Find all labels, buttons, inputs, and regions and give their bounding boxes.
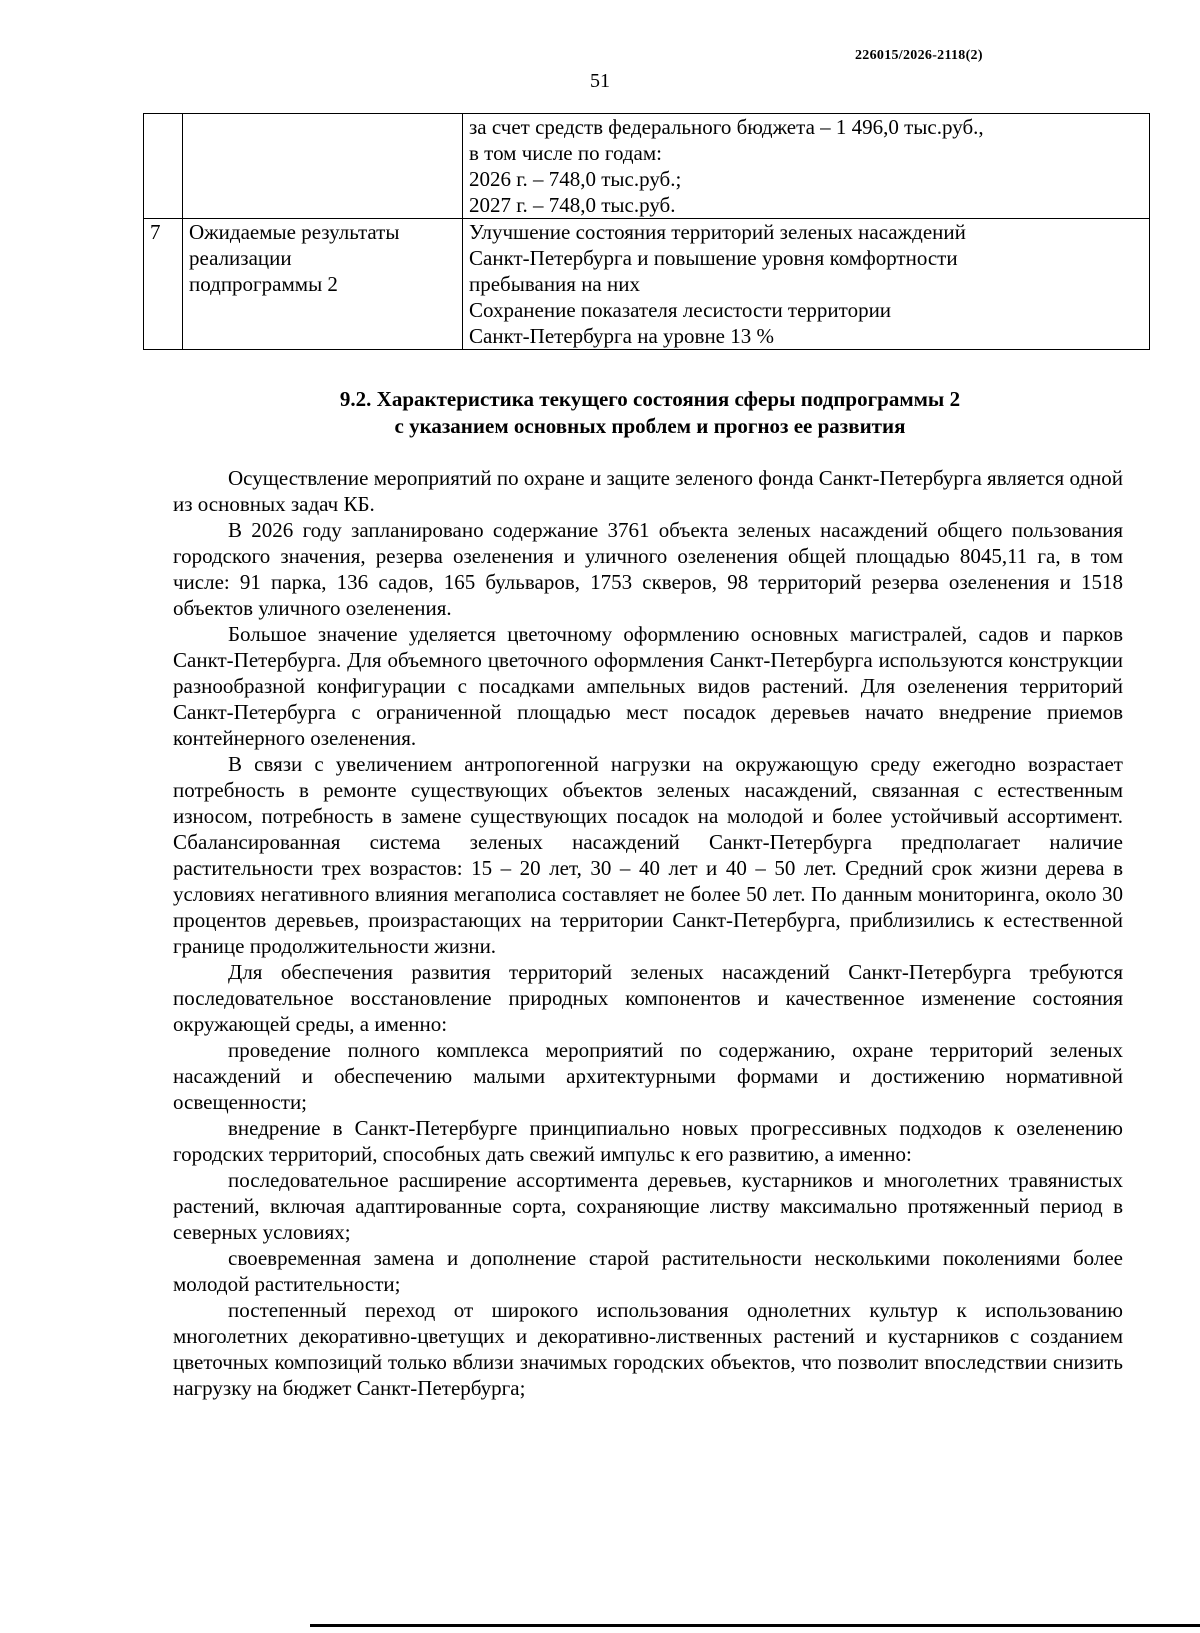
section-heading [150,386,1150,440]
value-line: 2026 г. – 748,0 тыс.руб.; [469,167,682,191]
paragraph: постепенный переход от широкого использования однолетних культур к использованию многолетних декоративно-цветущих и декоративно-лиственных растений и кустарников с созданием цветочных композиций только вблизи значимых городских объектов, что позволит впоследствии снизить нагрузку на бюджет Санкт-Петербурга; [173,1298,1123,1400]
value-line: Санкт-Петербурга и повышение уровня комфортности [469,246,958,270]
label-line: подпрограммы 2 [189,272,338,296]
paragraph: своевременная замена и дополнение старой растительности несколькими поколениями более молодой растительности; [173,1246,1123,1296]
footer-rule [310,1624,1200,1627]
section-title-line: 9.2. Характеристика текущего состояния сферы подпрограммы 2 [339,387,961,411]
paragraph: Осуществление мероприятий по охране и защите зеленого фонда Санкт-Петербурга является одной из основных задач КБ. [173,466,1124,516]
value-line: пребывания на них [469,272,640,296]
paragraph: внедрение в Санкт-Петербурге принципиально новых прогрессивных подходов к озеленению городских территорий, способных дать свежий импульс к его развитию, а именно: [173,1116,1123,1166]
section-title-line: с указанием основных проблем и прогноз ее развития [394,414,906,438]
label-line: Ожидаемые результаты [189,220,400,244]
document-number: 226015/2026-2118(2) [855,48,983,63]
value-line: Санкт-Петербурга на уровне 13 % [469,324,774,348]
value-line: в том числе по годам: [469,141,662,165]
row-number-cell [144,114,183,219]
value-line: за счет средств федерального бюджета – 1 496,0 тыс.руб., [469,115,984,139]
row-value-cell [463,219,1150,350]
row-label-cell [183,219,463,350]
label-line: реализации [189,246,292,270]
value-line: 2027 г. – 748,0 тыс.руб. [469,193,676,217]
program-passport-table [143,113,1150,350]
row-number-cell: 7 [144,219,183,350]
value-line: Улучшение состояния территорий зеленых насаждений [469,220,966,244]
table-row [144,114,1150,219]
value-line: Сохранение показателя лесистости территории [469,298,892,322]
paragraph: В 2026 году запланировано содержание 3761 объекта зеленых насаждений общего пользования городского значения, резерва озеленения и уличного озеленения общей площадью 8045,11 га, в том числе: 91 парка, 136 садов, 165 бульваров, 1753 скверов, 98 территорий резерва озеленения и 1518 объектов уличного озеленения. [173,518,1123,620]
row-value-cell [463,114,1150,219]
page-number: 51 [590,70,610,92]
paragraph: последовательное расширение ассортимента деревьев, кустарников и многолетних травянистых растений, включая адаптированные сорта, сохраняющие листву максимально протяженный период в северных условиях; [173,1168,1123,1244]
paragraph: проведение полного комплекса мероприятий по содержанию, охране территорий зеленых насаждений и обеспечению малыми архитектурными формами и достижению нормативной освещенности; [173,1038,1123,1114]
body-text [173,465,1123,1401]
table-row [144,219,1150,350]
paragraph: Большое значение уделяется цветочному оформлению основных магистралей, садов и парков Санкт-Петербурга. Для объемного цветочного оформления Санкт-Петербурга используются конструкции разнообразной конфигурации с посадками ампельных видов растений. Для озеленения территорий Санкт-Петербурга с ограниченной площадью мест посадок деревьев начато внедрение приемов контейнерного озеленения. [173,622,1123,750]
row-label-cell [183,114,463,219]
paragraph: В связи с увеличением антропогенной нагрузки на окружающую среду ежегодно возрастает потребность в ремонте существующих объектов зеленых насаждений, связанная с естественным износом, потребность в замене существующих посадок на молодой и более устойчивый ассортимент. Сбалансированная система зеленых насаждений Санкт-Петербурга предполагает наличие растительности трех возрастов: 15 – 20 лет, 30 – 40 лет и 40 – 50 лет. Средний срок жизни дерева в условиях негативного влияния мегаполиса составляет не более 50 лет. По данным мониторинга, около 30 процентов деревьев, произрастающих на территории Санкт-Петербурга, приблизились к естественной границе продолжительности жизни. [173,752,1123,958]
paragraph: Для обеспечения развития территорий зеленых насаждений Санкт-Петербурга требуются последовательное восстановление природных компонентов и качественное изменение состояния окружающей среды, а именно: [173,960,1123,1036]
